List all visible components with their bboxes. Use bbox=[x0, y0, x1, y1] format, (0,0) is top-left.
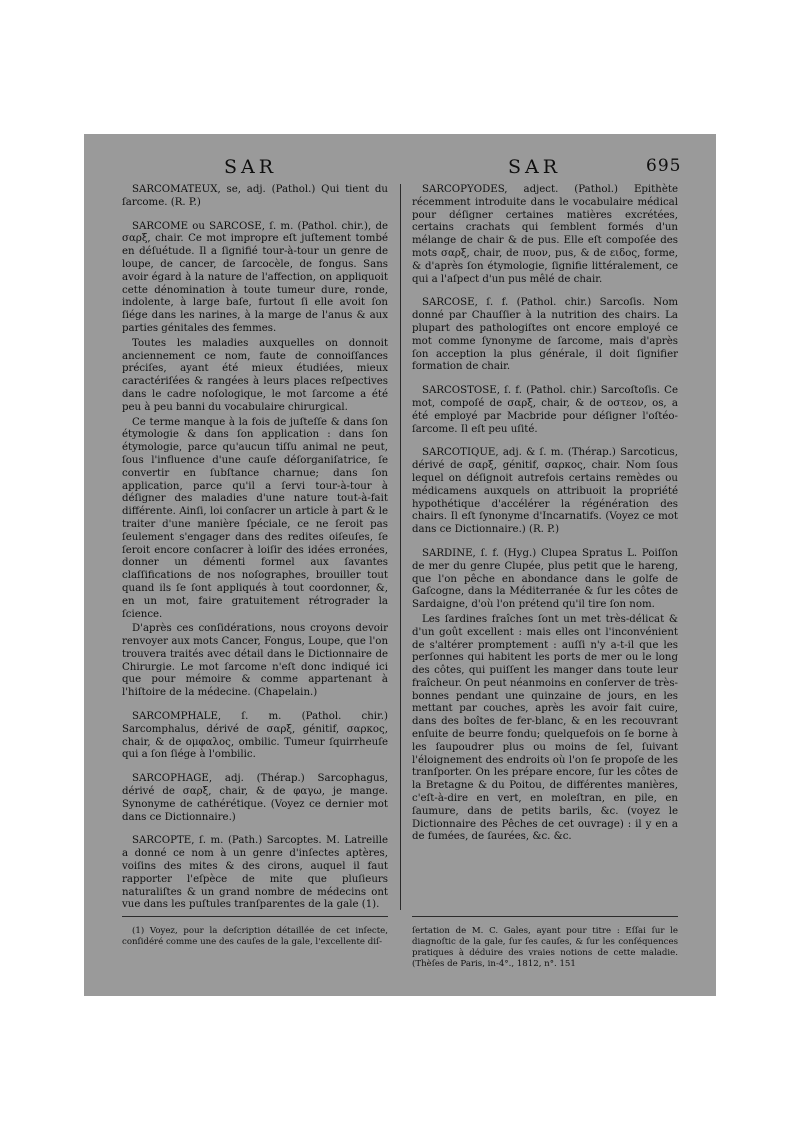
running-header bbox=[84, 156, 716, 186]
right-running-head: SAR bbox=[508, 156, 562, 178]
entry-sarcomateux bbox=[122, 184, 388, 210]
entry-paragraph: SARCOPTE, ſ. m. (Path.) Sarcoptes. M. Latreille a donné ce nom à un genre d'inſectes aptères, voiſins des mites & des cirons, auquel il faut rapporter l'eſpèce de mite que pluſieurs naturaliſtes & un grand nombre de médecins ont vue dans les puſtules tranſparentes de la gale (1). bbox=[122, 835, 388, 911]
entry-paragraph: SARDINE, ſ. f. (Hyg.) Clupea Spratus L. Poiſſon de mer du genre Clupée, plus petit que le hareng, que l'on pêche en abondance dans le golfe de Gaſcogne, dans la Méditerranée & ſur les côtes de Sardaigne, d'où l'on prétend qu'il tire ſon nom. bbox=[412, 547, 678, 611]
footnote-right: ſertation de M. C. Gales, ayant pour titre : Eſſai ſur le diagnoſtic de la gale, ſur ſes cauſes, & ſur les conſéquences pratiques à déduire des vraies notions de cette maladie. (Thèſes de Paris, in-4°., 1812, n°. 151 bbox=[412, 926, 678, 969]
entry-paragraph: Ce terme manque à la fois de juſteſſe & dans ſon étymologie & dans ſon application : dans ſon étymologie, parce qu'aucun tiſſu animal ne peut, ſous l'influence d'une cauſe déſorganiſatrice, ſe convertir en ſubſtance charnue; dans ſon application, parce qu'il a ſervi tour-à-tour à déſigner des maladies d'une nature tout-à-fait différente. Ainſi, loi conſacrer un article à part & le traiter d'une manière ſpéciale, ce ne ſeroit pas ſeulement s'engager dans des redites oiſeuſes, ſe ſeroit encore conſacrer à loiſir des idées erronées, donner un démenti formel aux ſavantes claſſifications de nos noſographes, brouiller tout quand ils ſe ſont appliqués à tout coordonner, &, en un mot, faire gratuitement rétrograder la ſcience. bbox=[122, 416, 388, 620]
entry-sarcophage bbox=[122, 773, 388, 824]
footnote-rule-left bbox=[122, 916, 388, 917]
entry-paragraph: Toutes les maladies auxquelles on donnoit anciennement ce nom, faute de connoiſſances préciſes, ayant été mieux étudiées, mieux caractériſées & rangées à leurs places reſpectives dans le cadre noſologique, le mot ſarcome a été peu à peu banni du vocabulaire chirurgical. bbox=[122, 337, 388, 413]
entry-sarcopte bbox=[122, 835, 388, 912]
entry-paragraph: SARCOSTOSE, ſ. f. (Pathol. chir.) Sarcoſtoſis. Ce mot, compoſé de σαρξ, chair, & de οστεον, os, a été employé par Macbride pour déſigner l'oſtéo-ſarcome. Il eſt peu uſité. bbox=[412, 385, 678, 435]
scanned-page bbox=[84, 134, 716, 996]
entry-paragraph: SARCOPYODES, adject. (Pathol.) Epithète récemment introduite dans le vocabulaire médical pour déſigner certaines matières excrétées, certains crachats qui ſemblent formés d'un mélange de chair & de pus. Elle eſt compoſée des mots σαρξ, chair, de πυον, pus, & de ειδος, forme, & d'après ſon étymologie, ſignifie littéralement, ce qui a l'aſpect d'un pus mêlé de chair. bbox=[412, 184, 678, 285]
entry-sarcotique bbox=[412, 447, 678, 537]
entry-paragraph: SARCOMPHALE, ſ. m. (Pathol. chir.) Sarcomphalus, dérivé de σαρξ, génitif, σαρκος, chair, & de ομφαλος, ombilic. Tumeur ſquirrheuſe qui a ſon ſiége à l'ombilic. bbox=[122, 711, 388, 761]
left-column bbox=[122, 184, 388, 923]
entry-sardine bbox=[412, 548, 678, 844]
right-column bbox=[412, 184, 678, 855]
footnote-left: (1) Voyez, pour la deſcription détaillée de cet inſecte, conſidéré comme une des cauſes de la gale, l'excellente diſ- bbox=[122, 926, 388, 947]
column-divider bbox=[400, 184, 401, 910]
entry-paragraph: Les ſardines fraîches ſont un met très-délicat & d'un goût excellent : mais elles ont l'inconvénient de s'altérer promptement : auſſi n'y a-t-il que les perſonnes qui habitent les ports de mer ou le long des côtes, qui puiſſent les manger dans toute leur fraîcheur. On peut néanmoins en conſerver de très-bonnes pendant une quinzaine de jours, en les mettant par couches, après les avoir fait cuire, dans des boîtes de fer-blanc, & en les recouvrant enſuite de beurre fondu; quelquefois on ſe borne à les ſaupoudrer plus ou moins de ſel, ſuivant l'éloignement des endroits où l'on ſe propoſe de les tranſporter. On les prépare encore, ſur les côtes de la Bretagne & du Poitou, de différentes manières, c'eſt-à-dire en vert, en moleſtran, en pile, en ſaumure, dans de petits barils, &c. (voyez le Dictionnaire des Pêches de cet ouvrage) : il y en a de fumées, de ſaurées, &c. &c. bbox=[412, 613, 678, 843]
left-running-head: SAR bbox=[224, 156, 278, 178]
entry-paragraph: SARCOPHAGE, adj. (Thérap.) Sarcophagus, dérivé de σαρξ, chair, & de φαγω, je mange. Synonyme de cathérétique. (Voyez ce dernier mot dans ce Dictionnaire.) bbox=[122, 773, 388, 823]
entry-sarcomphale bbox=[122, 711, 388, 762]
entry-sarcome bbox=[122, 221, 388, 700]
entry-paragraph: SARCOME ou SARCOSE, ſ. m. (Pathol. chir.), de σαρξ, chair. Ce mot impropre eſt juſtement tombé en déſuétude. Il a ſignifié tour-à-tour un genre de loupe, de cancer, de ſarcocèle, de fongus. Sans avoir égard à la nature de l'affection, on appliquoit cette dénomination à toute tumeur dure, ronde, indolente, à large baſe, furtout ſi elle avoit ſon ſiége dans les narines, à la marge de l'anus & aux parties génitales des femmes. bbox=[122, 220, 388, 334]
entry-sarcostose bbox=[412, 385, 678, 436]
page-number: 695 bbox=[646, 156, 682, 176]
entry-paragraph: SARCOMATEUX, se, adj. (Pathol.) Qui tient du ſarcome. (R. P.) bbox=[122, 184, 388, 208]
entry-paragraph: SARCOTIQUE, adj. & ſ. m. (Thérap.) Sarcoticus, dérivé de σαρξ, génitif, σαρκος, chair. Nom ſous lequel on déſignoit autrefois certains remèdes ou médicamens auxquels on attribuoit la propriété hypothétique d'accélérer la régénération des chairs. Il eſt ſynonyme d'Incarnatifs. (Voyez ce mot dans ce Dictionnaire.) (R. P.) bbox=[412, 447, 678, 536]
entry-paragraph: D'après ces conſidérations, nous croyons devoir renvoyer aux mots Cancer, Fongus, Loupe, que l'on trouvera traités avec détail dans le Dictionnaire de Chirurgie. Le mot ſarcome n'eſt donc indiqué ici que pour mémoire & comme appartenant à l'hiſtoire de la médecine. (Chapelain.) bbox=[122, 623, 388, 699]
entry-paragraph: SARCOSE, ſ. f. (Pathol. chir.) Sarcoſis. Nom donné par Chauſſier à la nutrition des chairs. La plupart des pathologiſtes ont encore employé ce mot comme ſynonyme de ſarcome, mais d'après ſon acception la plus générale, il doit ſignifier formation de chair. bbox=[412, 297, 678, 373]
entry-sarcopyodes bbox=[412, 184, 678, 286]
footnote-rule-right bbox=[412, 916, 678, 917]
entry-sarcose bbox=[412, 297, 678, 374]
